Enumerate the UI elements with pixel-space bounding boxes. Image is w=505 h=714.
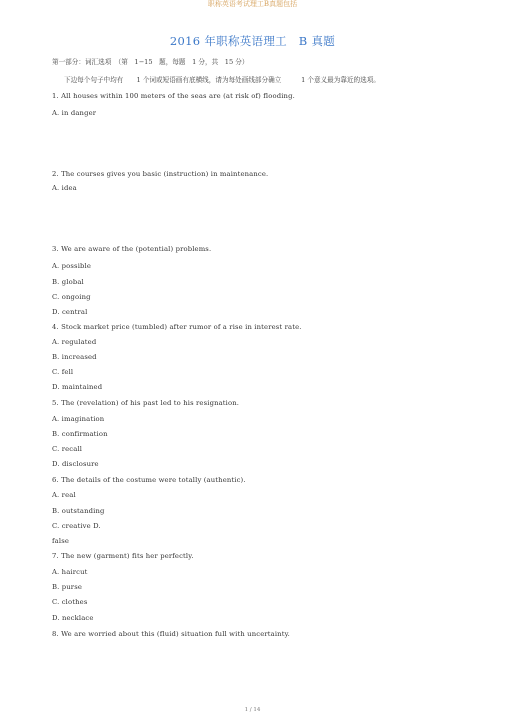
option-line: D. disclosure [52,460,99,468]
option-line: D. maintained [52,383,103,391]
instructions: 下边每个句子中均有 1 个词或短语画有底横线，请为每处画线部分确立 1 个意义最为靠近的选项。 [64,76,380,84]
option-line: B. purse [52,583,83,591]
question-line: 7. The new (garment) fits her perfectly. [52,552,194,560]
option-line: C. recall [52,445,83,453]
question-line: 1. All houses within 100 meters of the seas are (at risk of) flooding. [52,92,295,100]
option-line: A. in danger [52,109,97,117]
option-line: B. outstanding [52,507,105,515]
page-title: 2016 年职称英语理工 B 真题 [169,34,336,48]
option-line: B. global [52,278,84,286]
question-line: 8. We are worried about this (fluid) situation full with uncertainty. [52,630,290,638]
option-line: A. haircut [52,568,88,576]
option-line: A. idea [52,184,77,192]
question-line: 3. We are aware of the (potential) problems. [52,245,212,253]
page-number: 1 / 14 [244,707,261,713]
question-line: 4. Stock market price (tumbled) after rumor of a rise in interest rate. [52,323,302,331]
option-line: B. confirmation [52,430,108,438]
question-line: 2. The courses gives you basic (instruction) in maintenance. [52,170,269,178]
question-line: 6. The details of the costume were totally (authentic). [52,476,246,484]
option-line: A. real [52,491,76,499]
option-line: A. possible [52,262,92,270]
option-line: D. necklace [52,614,94,622]
option-line: C. ongoing [52,293,91,301]
option-line: C. fell [52,368,74,376]
option-line: B. increased [52,353,97,361]
option-line: D. central [52,308,88,316]
option-line: false [52,537,70,545]
question-line: 5. The (revelation) of his past led to his resignation. [52,399,240,407]
option-line: A. imagination [52,415,105,423]
option-line: A. regulated [52,338,97,346]
option-line: C. clothes [52,598,88,606]
running-header: 职称英语考试理工B真题包括 [207,0,298,8]
section-heading: 第一部分：词汇选项 （第 1−15 题，每题 1 分，共 15 分） [52,58,249,66]
option-line: C. creative D. [52,522,101,530]
